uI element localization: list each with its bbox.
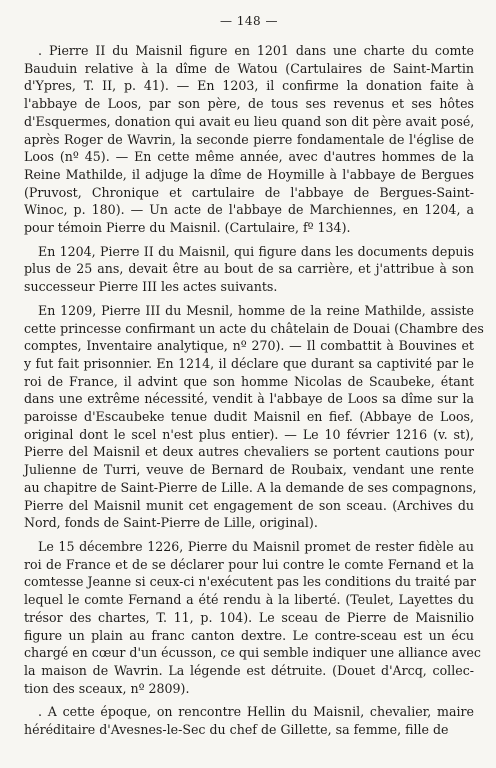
text-line: roi de France et de se déclarer pour lui contre le comte Fernand et la [24,556,474,572]
paragraph [24,243,474,296]
text-line: lequel le comte Fernand a été rendu à la liberté. (Teulet, Layettes du [24,592,474,608]
text-line: Julienne de Turri, veuve de Bernard de Roubaix, vendant une rente [24,462,474,478]
paragraph [24,302,484,532]
text-line: . Pierre II du Maisnil figure en 1201 dans une charte du comte [38,43,474,58]
text-line: successeur Pierre III les actes suivants. [24,279,278,295]
text-line: comptes, Inventaire analytique, nº 270). — Il combattit à Bouvines et [24,338,474,354]
text-line: Winoc, p. 180). — Un acte de l'abbaye de Marchiennes, en 1204, a [24,202,474,218]
text-line: Nord, fonds de Saint-Pierre de Lille, original). [24,515,318,531]
text-line: l'abbaye de Loos, par son père, de tous ses revenus et ses hôtes [24,96,474,112]
text-line: Reine Mathilde, il adjuge la dîme de Hoymille à l'abbaye de Bergues [24,166,474,182]
text-line: y fut fait prisonnier. En 1214, il déclare que durant sa captivité par le [24,355,474,371]
text-line: Le 15 décembre 1226, Pierre du Maisnil promet de rester fidèle au [38,538,474,554]
text-line: Bauduin relative à la dîme de Watou (Cartulaires de Saint-Martin [24,60,474,76]
page-number: — 148 — [219,14,279,28]
text-line: dans une extrême nécessité, vendit à l'abbaye de Loos sa dîme sur la [24,391,474,407]
text-line: tion des sceaux, nº 2809). [24,680,190,696]
body-text [24,42,484,739]
text-line: Pierre del Maisnil munit cet engagement de son sceau. (Archives du [24,497,474,513]
text-line: Pierre del Maisnil et deux autres chevaliers se portent cautions pour [24,444,474,460]
text-line: Loos (nº 45). — En cette même année, avec d'autres hommes de la [24,149,474,165]
text-line: d'Esquermes, donation qui avait eu lieu quand son dit père avait posé, [24,113,475,129]
text-line: chargé en cœur d'un écusson, ce qui semble indiquer une alliance avec [24,645,481,661]
text-line: En 1204, Pierre II du Maisnil, qui figure dans les documents depuis [38,243,474,259]
text-line: trésor des chartes, T. 11, p. 104). Le sceau de Pierre de Maisnilio [24,609,474,625]
text-line: d'Ypres, T. II, p. 41). — En 1203, il confirme la donation faite à [24,78,474,94]
text-line: roi de France, il advint que son homme Nicolas de Scaubeke, étant [24,373,474,389]
paragraph [24,703,474,738]
text-line: original dont le scel n'est plus entier). — Le 10 février 1216 (v. st), [24,426,474,442]
text-line: cette princesse confirmant un acte du châtelain de Douai (Chambre des [24,320,484,336]
text-line: après Roger de Wavrin, la seconde pierre fondamentale de l'église de [24,131,474,147]
text-line: héréditaire d'Avesnes-le-Sec du chef de Gillette, sa femme, fille de [24,722,449,738]
text-line: la maison de Wavrin. La légende est détruite. (Douet d'Arcq, collec- [24,662,474,678]
paragraph [24,42,474,237]
text-line: figure un plain au franc canton dextre. Le contre-sceau est un écu [24,627,474,643]
text-line: paroisse d'Escaubeke tenue dudit Maisnil en fief. (Abbaye de Loos, [24,409,474,425]
paragraph [24,538,481,697]
text-line: plus de 25 ans, devait être au bout de sa carrière, et j'attribue à son [24,261,474,277]
text-line: au chapitre de Saint-Pierre de Lille. A la demande de ses compagnons, [24,479,477,495]
text-line: . A cette époque, on rencontre Hellin du Maisnil, chevalier, maire [38,704,474,720]
text-line: pour témoin Pierre du Maisnil. (Cartulaire, fº 134). [24,220,351,236]
text-line: (Pruvost, Chronique et cartulaire de l'abbaye de Bergues-Saint- [24,184,474,200]
text-line: comtesse Jeanne si ceux-ci n'exécutent pas les conditions du traité par [24,574,476,590]
text-line: En 1209, Pierre III du Mesnil, homme de la reine Mathilde, assiste [38,302,474,318]
